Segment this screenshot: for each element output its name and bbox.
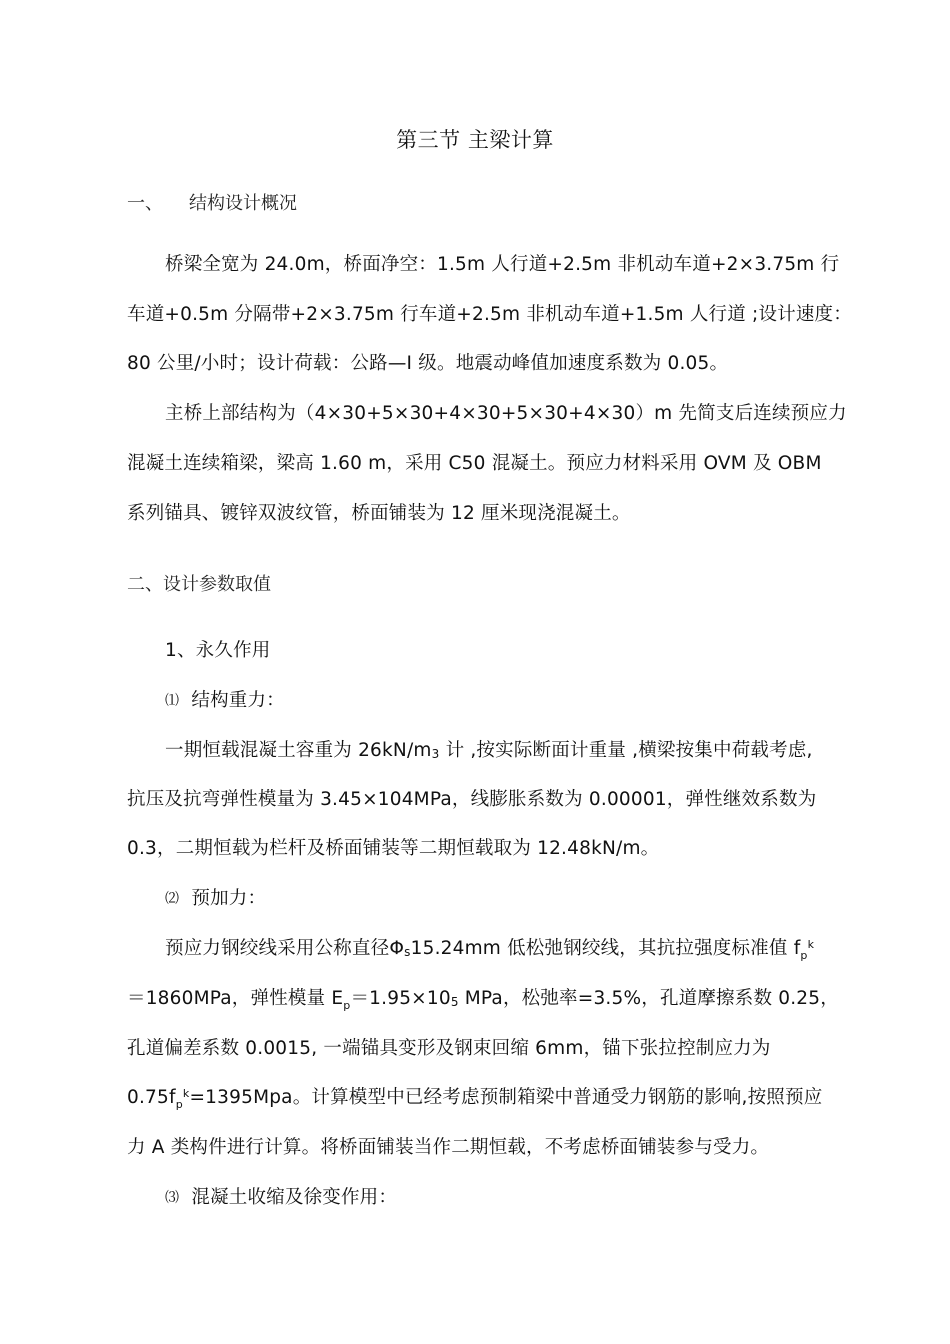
text-run: MPa，松弛率=3.5%，孔道摩擦系数 0.25， [458,988,839,1009]
paragraph-line: 混凝土连续箱梁，梁高 1.60 m，采用 C50 混凝土。预应力材料采用 OVM 及 OBM [127,453,822,474]
superscript: k [182,1087,190,1100]
item-label: 预加力： [191,888,267,909]
text-run: 预应力钢绞线采用公称直径Φ [165,938,405,959]
paragraph-line [127,1083,822,1111]
paragraph-line: 系列锚具、镀锌双波纹管，桥面铺装为 12 厘米现浇混凝土。 [127,503,631,524]
text-run: 0.75f [127,1087,176,1108]
paragraph-line: 80 公里/小时；设计荷载：公路—I 级。地震动峰值加速度系数为 0.05。 [127,353,729,374]
paragraph-line: 孔道偏差系数 0.0015, 一端锚具变形及钢束回缩 6mm，锚下张拉控制应力为 [127,1038,771,1059]
text-run: 15.24mm 低松弛钢绞线，其抗拉强度标准值 f [410,938,801,959]
paragraph-line [165,736,813,762]
item-number: ⑵ [165,891,180,907]
text-run: ＝1860MPa，弹性模量 E [127,988,344,1009]
subscript: p [800,949,808,962]
text-run: 一期恒载混凝土容重为 26kN/m [165,740,432,761]
text-run: 计 ,按实际断面计重量 ,横梁按集中荷载考虑, [439,740,813,761]
subscript: p [175,1098,183,1111]
paragraph-line [127,984,839,1012]
item-heading [165,686,285,712]
item-number: ⑴ [165,693,180,709]
subscript: 5 [450,995,459,1009]
subscript: p [343,999,351,1012]
text-run: ＝1.95×10 [350,988,451,1009]
page-title: 第三节 主梁计算 [396,128,554,152]
section-heading-number: 一、 [127,193,163,214]
text-run: =1395Mpa。计算模型中已经考虑预制箱梁中普通受力钢筋的影响,按照预应 [189,1087,823,1108]
item-number: ⑶ [165,1190,180,1206]
section-heading-1 [127,189,297,215]
item-label: 结构重力： [191,690,285,711]
paragraph-line: 0.3，二期恒载为栏杆及桥面铺装等二期恒载取为 12.48kN/m。 [127,838,660,859]
paragraph-line: 车道+0.5m 分隔带+2×3.75m 行车道+2.5m 非机动车道+1.5m 人行道 ;设计速度： [127,304,852,325]
subsection-heading: 1、永久作用 [165,640,271,661]
item-heading [165,884,266,910]
paragraph-line: 主桥上部结构为（4×30+5×30+4×30+5×30+4×30）m 先简支后连续预应力 [165,403,847,424]
paragraph-line: 桥梁全宽为 24.0m，桥面净空：1.5m 人行道+2.5m 非机动车道+2×3.75m 行 [165,254,840,275]
section-heading-2: 二、设计参数取值 [127,574,271,595]
paragraph-line [165,934,814,962]
section-heading-text: 结构设计概况 [189,193,297,214]
subscript: s [404,945,411,959]
paragraph-line: 力 A 类构件进行计算。将桥面铺装当作二期恒载，不考虑桥面铺装参与受力。 [127,1137,770,1158]
paragraph-line: 抗压及抗弯弹性模量为 3.45×104MPa，线膨胀系数为 0.00001，弹性继效系数为 [127,789,817,810]
item-heading [165,1183,397,1209]
superscript: k [807,938,815,951]
item-label: 混凝土收缩及徐变作用： [191,1187,398,1208]
subscript: 3 [431,747,440,761]
